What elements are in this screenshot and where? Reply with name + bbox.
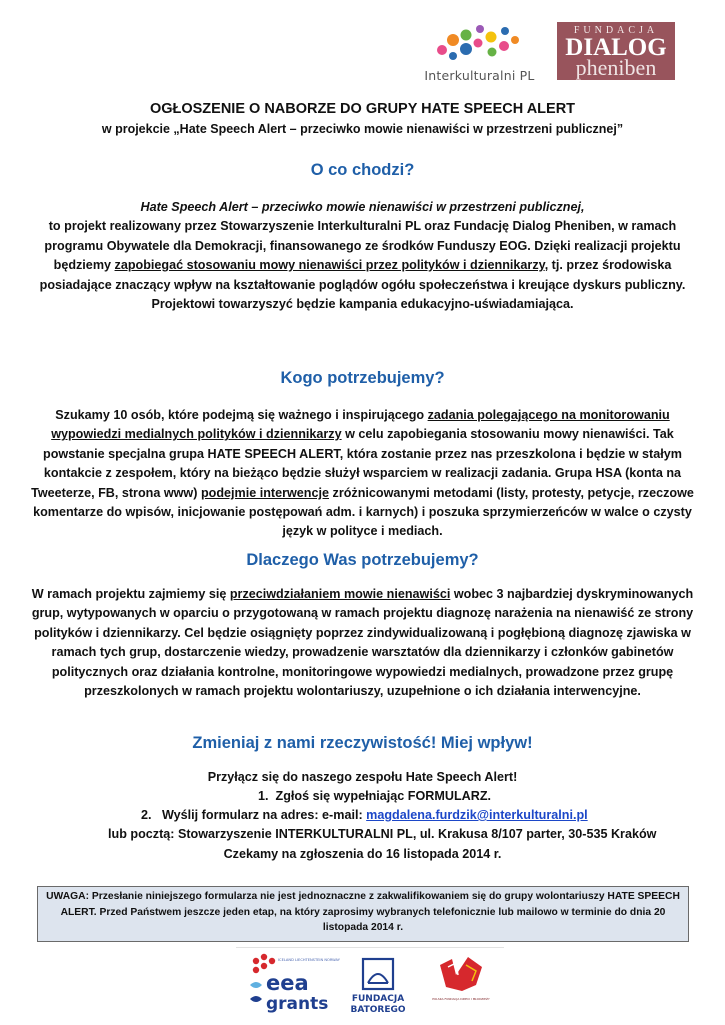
heading-about: O co chodzi? bbox=[310, 161, 415, 179]
paragraph-why-text-b: wobec 3 najbardziej dyskryminowanych grup, wytypowanych w oparciu o przygotowaną w ramach projektu diagnozę narażenia na nienawiść ze strony polityków i dziennikarzy. Cel będzie osiągnięty poprzez zindywidualizowaną i pogłębioną diagnozę zjawiska w ramach tych grup, dostarczenie wiedzy, prowadzenie warsztatów dla dziennikarzy i członków gabinetów politycznych oraz działania kontrolne, monitoringowe wypowiedzi medialnych, prowadzone przez grupę przeszkolonych w ramach projektu wolontariuszy, uzupełnione o ich działania interwencyjne. bbox=[31, 587, 694, 699]
eea-grants-logo bbox=[246, 945, 340, 1020]
interkulturalni-logo-dots bbox=[412, 18, 547, 68]
polska-fundacja-text: POLSKA FUNDACJA DZIECI I MŁODZIEŻY bbox=[432, 997, 490, 1001]
join-step-1-text: Zgłoś się wypełniając FORMULARZ. bbox=[275, 789, 492, 803]
email-link[interactable]: magdalena.furdzik@interkulturalni.pl bbox=[366, 808, 588, 822]
paragraph-who-text-c: zróżnicowanymi metodami (listy, protesty, petycje, rzeczowe komentarze do wpisów, inicjowanie postępowań adm. i karnych) i poszuka sprzymierzeńców w walce o czysty język w polityce i mediach. bbox=[33, 485, 694, 539]
paragraph-who-text-a: Szukamy 10 osób, które podejmą się ważnego i inspirującego bbox=[55, 408, 425, 422]
paragraph-why-underlined: przeciwdziałaniem mowie nienawiści bbox=[229, 587, 451, 601]
join-deadline: Czekamy na zgłoszenia do 16 listopada 2014 r. bbox=[223, 847, 502, 861]
paragraph-about-text-a: to projekt realizowany przez Stowarzyszenie Interkulturalni PL oraz Fundację Dialog Pheniben, w ramach programu Obywatele dla Demokracji, finansowanego ze środków Funduszy EOG. Dzięki realizacji projektu będziemy bbox=[44, 219, 681, 273]
heading-join: Zmieniaj z nami rzeczywistość! Miej wpływ! bbox=[192, 734, 533, 752]
paragraph-why-text-a: W ramach projektu zajmiemy się bbox=[31, 587, 227, 601]
join-step-2-number: 2. bbox=[141, 808, 152, 822]
heading-why: Dlaczego Was potrzebujemy? bbox=[246, 551, 479, 569]
project-name-italic: Hate Speech Alert – przeciwko mowie nienawiści w przestrzeni publicznej, bbox=[140, 200, 585, 214]
interkulturalni-logo-text: Interkulturalni PL bbox=[424, 68, 535, 83]
join-step-1 bbox=[258, 789, 491, 803]
join-step-2 bbox=[141, 808, 588, 822]
page-subtitle: w projekcie „Hate Speech Alert – przeciwko mowie nienawiści w przestrzeni publicznej” bbox=[101, 122, 624, 136]
join-step-2-text: Wyślij formularz na adres: e-mail: bbox=[162, 808, 363, 822]
fundacja-batorego-line1: FUNDACJA bbox=[351, 994, 405, 1004]
paragraph-who-underlined-1: zadania polegającego na monitorowaniu wypowiedzi medialnych polityków i dziennikarzy bbox=[51, 408, 670, 442]
heading-who: Kogo potrzebujemy? bbox=[280, 369, 445, 387]
paragraph-about-underlined: zapobiegać stosowaniu mowy nienawiści przez polityków i dziennikarzy bbox=[114, 258, 545, 273]
join-step-1-number: 1. bbox=[258, 789, 269, 803]
polska-fundacja-logo bbox=[432, 945, 490, 1020]
notice-box: UWAGA: Przesłanie niniejszego formularza nie jest jednoznaczne z zakwalifikowaniem się do grupy wolontariuszy HATE SPEECH ALERT. Przed Państwem jeszcze jeden etap, na który zaprosimy wybranych telefonicznie lub mailowo w terminie do dnia 20 listopada 2014 r. bbox=[37, 886, 689, 942]
eea-text: eea bbox=[266, 971, 309, 995]
logo-dialog-text: DIALOG bbox=[565, 34, 667, 61]
page-title: OGŁOSZENIE O NABORZE DO GRUPY HATE SPEECH ALERT bbox=[149, 101, 576, 117]
logo-pheniben-text: pheniben bbox=[575, 55, 657, 80]
grants-text: grants bbox=[266, 994, 329, 1014]
paragraph-why bbox=[28, 585, 697, 701]
paragraph-who-underlined-2: podejmie interwencje bbox=[200, 485, 330, 500]
paragraph-who-text-b: w celu zapobiegania stosowaniu mowy nienawiści. Tak powstanie specjalna grupa HATE SPEECH ALERT, która zostanie przez nas przeszkolona i będzie w stałym kontakcie z zespołem, który na bieżąco będzie służył wsparciem w realizacji zadania. Grupa HSA (konta na Tweeterze, FB, strona www) bbox=[31, 427, 682, 500]
fundacja-batorego-line2: BATOREGO bbox=[350, 1005, 406, 1015]
interkulturalni-logo bbox=[412, 18, 547, 88]
join-postal-address: lub pocztą: Stowarzyszenie INTERKULTURALNI PL, ul. Krakusa 8/107 parter, 30-535 Kraków bbox=[108, 827, 657, 841]
paragraph-who bbox=[28, 406, 697, 542]
paragraph-about bbox=[28, 198, 697, 314]
join-intro: Przyłącz się do naszego zespołu Hate Speech Alert! bbox=[207, 770, 518, 784]
logo-fundacja-text: FUNDACJA bbox=[573, 25, 659, 36]
fundacja-batorego-logo bbox=[346, 945, 418, 1020]
paragraph-about-text-b: , tj. przez środowiska posiadające znaczący wpływ na kształtowanie poglądów ogółu społeczeństwa i kreujące dyskurs publiczny. Projektowi towarzyszyć będzie kampania edukacyjno-uświadamiająca. bbox=[39, 258, 686, 312]
eea-small-text: ICELAND LIECHTENSTEIN NORWAY bbox=[278, 958, 340, 962]
fundacja-dialog-pheniben-logo bbox=[557, 22, 675, 80]
